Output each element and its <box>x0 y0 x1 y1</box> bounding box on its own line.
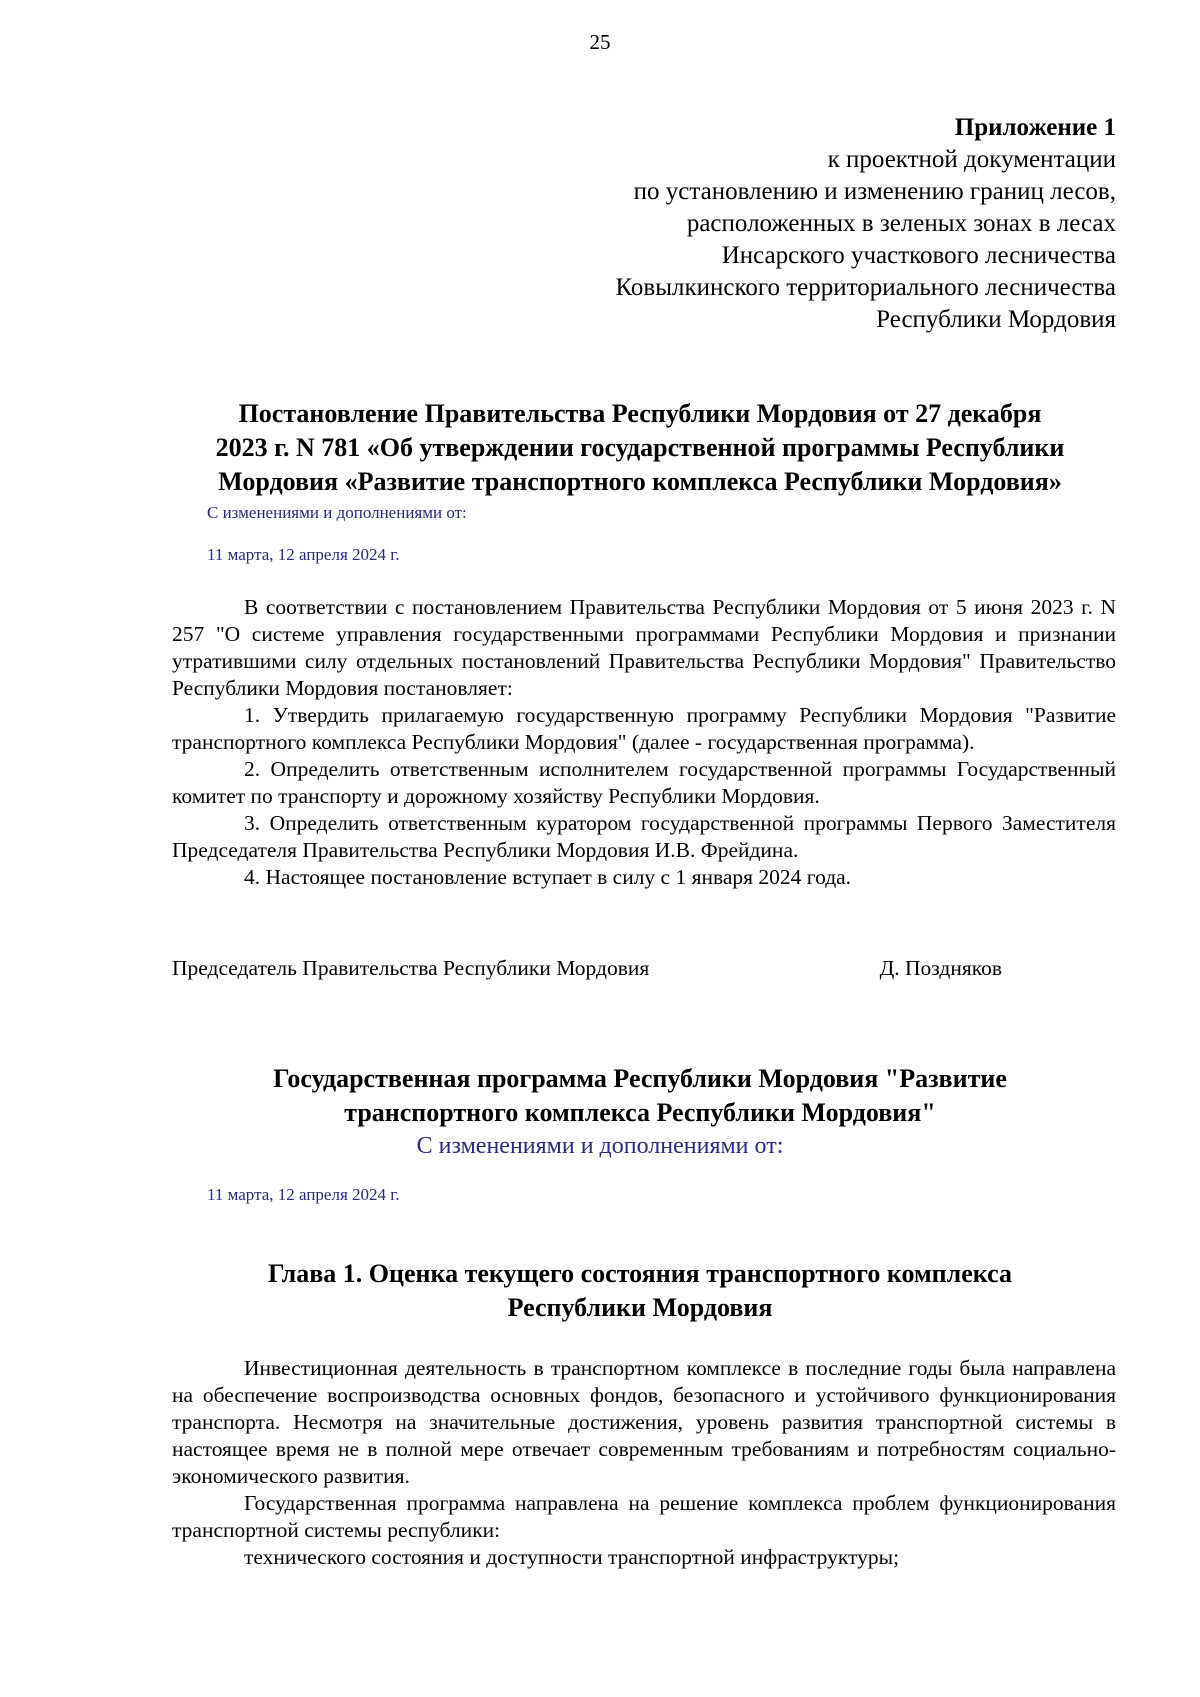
resolution-amendments-dates[interactable]: 11 марта, 12 апреля 2024 г. <box>207 545 400 564</box>
resolution-paragraph: 1. Утвердить прилагаемую государственную программу Республики Мордовия "Развитие транспортного комплекса Республики Мордовия" (далее - государственная программа). <box>172 703 1116 754</box>
chapter-title <box>170 1257 1110 1325</box>
appendix-line: расположенных в зеленых зонах в лесах <box>686 210 1116 237</box>
resolution-amendments-link[interactable]: С изменениями и дополнениями от: <box>207 503 467 522</box>
appendix-block <box>615 112 1116 336</box>
appendix-line: по установлению и изменению границ лесов, <box>633 178 1116 205</box>
resolution-paragraph: 2. Определить ответственным исполнителем государственной программы Государственный комитет по транспорту и дорожному хозяйству Республики Мордовия. <box>172 757 1116 808</box>
signature-name: Д. Поздняков <box>879 956 1002 980</box>
chapter-paragraph: технического состояния и доступности транспортной инфраструктуры; <box>244 1545 900 1569</box>
program-title <box>170 1062 1110 1130</box>
program-title-line: Государственная программа Республики Мордовия "Развитие <box>273 1064 1007 1093</box>
chapter-body <box>172 1355 1116 1571</box>
resolution-body <box>172 594 1116 891</box>
chapter-title-line: Глава 1. Оценка текущего состояния транспортного комплекса <box>268 1259 1012 1288</box>
signature-block <box>172 956 1002 981</box>
appendix-line: Инсарского участкового лесничества <box>721 242 1116 269</box>
resolution-paragraph: 4. Настоящее постановление вступает в силу с 1 января 2024 года. <box>244 865 852 889</box>
appendix-line: Республики Мордовия <box>876 306 1116 333</box>
chapter-title-line: Республики Мордовия <box>507 1293 773 1322</box>
resolution-title <box>170 397 1110 499</box>
chapter-paragraph: Инвестиционная деятельность в транспортном комплексе в последние годы была направлена на обеспечение воспроизводства основных фондов, безопасного и устойчивого функционирования транспорта. Несмотря на значительные достижения, уровень развития транспортной системы в настоящее время не в полной мере отвечает современным требованиям и потребностям социально-экономического развития. <box>172 1356 1116 1488</box>
program-amendments-link[interactable]: С изменениями и дополнениями от: <box>416 1133 784 1159</box>
program-title-line: транспортного комплекса Республики Мордовия" <box>344 1098 936 1127</box>
page-number: 25 <box>589 30 611 54</box>
resolution-paragraph: В соответствии с постановлением Правительства Республики Мордовия от 5 июня 2023 г. N 257 "О системе управления государственными программами Республики Мордовия и признании утратившими силу отдельных постановлений Правительства Республики Мордовия" Правительство Республики Мордовия постановляет: <box>172 595 1116 700</box>
program-amendments-dates[interactable]: 11 марта, 12 апреля 2024 г. <box>207 1185 400 1204</box>
chapter-paragraph: Государственная программа направлена на решение комплекса проблем функционирования транспортной системы республики: <box>172 1491 1116 1542</box>
resolution-title-line: Мордовия «Развитие транспортного комплекса Республики Мордовия» <box>218 467 1062 496</box>
resolution-title-line: Постановление Правительства Республики Мордовия от 27 декабря <box>238 399 1042 428</box>
resolution-paragraph: 3. Определить ответственным куратором государственной программы Первого Заместителя Председателя Правительства Республики Мордовия И.В. Фрейдина. <box>172 811 1116 862</box>
appendix-title: Приложение 1 <box>954 114 1116 141</box>
signature-position: Председатель Правительства Республики Мордовия <box>172 956 650 980</box>
appendix-line: Ковылкинского территориального лесничества <box>615 274 1116 301</box>
resolution-title-line: 2023 г. N 781 «Об утверждении государственной программы Республики <box>215 433 1065 462</box>
appendix-line: к проектной документации <box>827 146 1116 173</box>
